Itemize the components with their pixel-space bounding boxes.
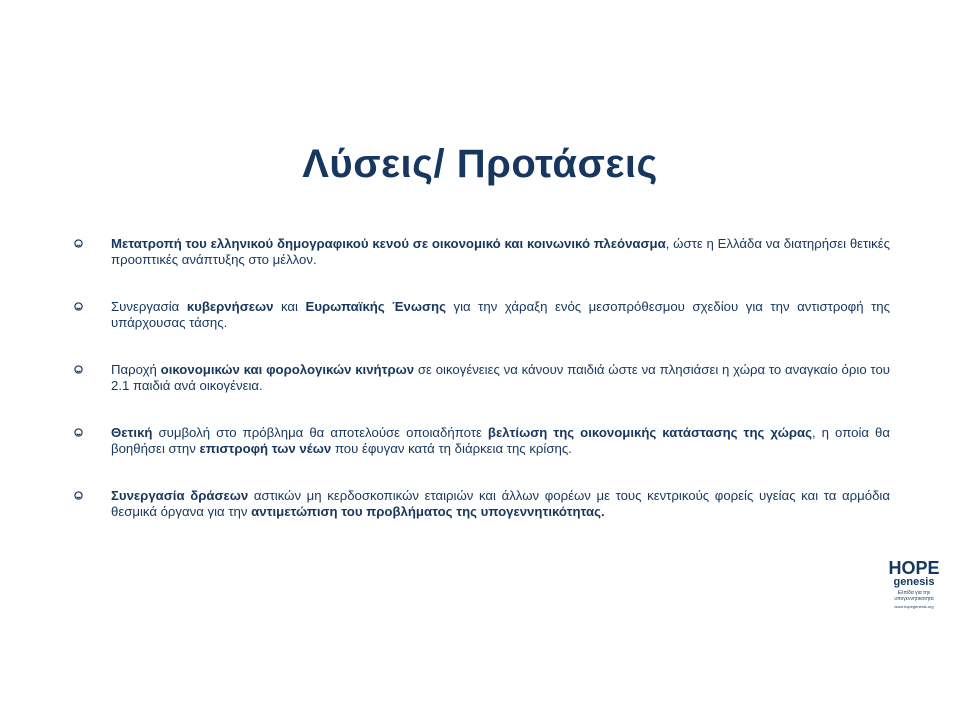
- circle-bullet-icon: [74, 365, 83, 374]
- bullet-item: [74, 299, 890, 331]
- bullet-item: [74, 236, 890, 268]
- logo-tagline: Ελπίδα για την υπογεννητικότητα: [894, 590, 934, 602]
- hope-genesis-logo: [878, 559, 950, 617]
- bullet-bold-text: βελτίωση της οικονομικής κατάστασης της χώρας: [487, 425, 812, 440]
- bullet-item: [74, 425, 890, 457]
- bullet-bold-text: Θετική: [111, 425, 153, 440]
- bullet-bold-text: Μετατροπή του ελληνικού δημογραφικού κενού σε οικονομικό και κοινωνικό πλεόνασμα: [111, 236, 666, 251]
- bullet-item: [74, 488, 890, 520]
- bullet-text: , η οποία θα βοηθήσει στην: [111, 425, 890, 456]
- bullet-text: που έφυγαν κατά τη διάρκεια της κρίσης.: [331, 441, 572, 456]
- logo-url: www.hopegenesis.org: [894, 604, 934, 609]
- bullet-item: [74, 362, 890, 394]
- bullet-bold-text: κυβερνήσεων: [186, 299, 274, 314]
- bullet-text: συμβολή στο πρόβλημα θα αποτελούσε οποιαδήποτε: [152, 425, 488, 440]
- logo-hope-text: HOPE: [888, 558, 940, 578]
- bullet-bold-text: Ευρωπαϊκής Ένωσης: [305, 299, 446, 314]
- circle-bullet-icon: [74, 491, 83, 500]
- bullet-text: αστικών μη κερδοσκοπικών εταιριών και άλλων φορέων με τους κεντρικούς φορείς υγείας και τα αρμόδια θεσμικά όργανα για την: [111, 488, 890, 519]
- bullet-bold-text: επιστροφή των νέων: [199, 441, 332, 456]
- bullet-text: Συνεργασία: [111, 299, 187, 314]
- circle-bullet-icon: [74, 302, 83, 311]
- bullet-text: για την χάραξη ενός μεσοπρόθεσμου σχεδίου για την αντιστροφή της υπάρχουσας τάσης.: [111, 299, 890, 330]
- bullet-text: σε οικογένειες να κάνουν παιδιά ώστε να πλησιάσει η χώρα το αναγκαίο όριο του 2.1 παιδιά ανά οικογένεια.: [111, 362, 890, 393]
- bullet-bold-text: αντιμετώπιση του προβλήματος της υπογεννητικότητας.: [251, 504, 605, 519]
- bullet-bold-text: Συνεργασία δράσεων: [111, 488, 249, 503]
- bullet-text: και: [273, 299, 306, 314]
- bullet-text: , ώστε η Ελλάδα να διατηρήσει θετικές προοπτικές ανάπτυξης στο μέλλον.: [111, 236, 891, 267]
- bullet-text: Παροχή: [111, 362, 161, 377]
- bullet-list: [74, 236, 890, 551]
- circle-bullet-icon: [74, 428, 83, 437]
- slide-title: Λύσεις/ Προτάσεις: [302, 142, 658, 186]
- bullet-bold-text: οικονομικών και φορολογικών κινήτρων: [160, 362, 415, 377]
- circle-bullet-icon: [74, 239, 83, 248]
- logo-genesis-text: genesis: [893, 576, 935, 588]
